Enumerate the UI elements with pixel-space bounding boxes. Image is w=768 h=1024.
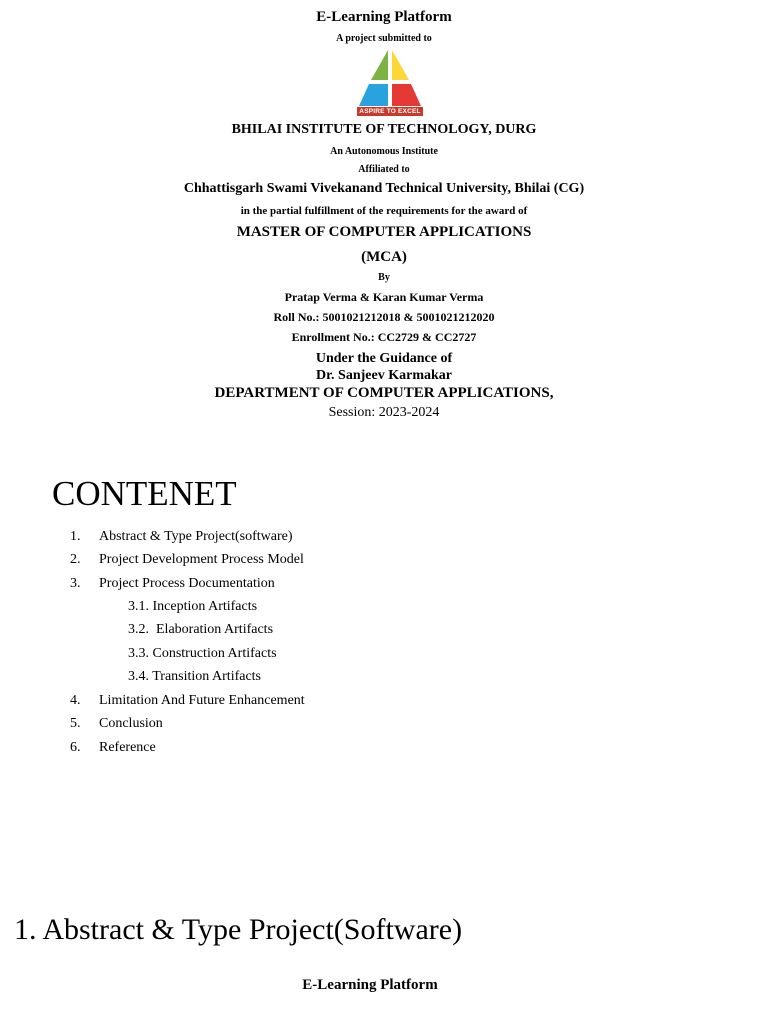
toc-number: 1. (70, 529, 81, 544)
toc-label: Conclusion (99, 716, 163, 731)
roll-numbers: Roll No.: 5001021212018 & 5001021212020 (273, 310, 495, 324)
by-text: By (378, 272, 390, 283)
project-title: E-Learning Platform (316, 9, 452, 25)
toc-sublabel: 3.3. Construction Artifacts (128, 646, 277, 661)
enrollment-numbers: Enrollment No.: CC2729 & CC2727 (291, 330, 477, 344)
guidance-text: Under the Guidance of (315, 351, 453, 366)
affiliated-text: Affiliated to (358, 164, 410, 175)
toc-label: Project Process Documentation (99, 576, 275, 591)
authors: Pratap Verma & Karan Kumar Verma (284, 290, 484, 304)
section-subtitle: E-Learning Platform (302, 977, 438, 993)
institute-name: BHILAI INSTITUTE OF TECHNOLOGY, DURG (231, 122, 537, 137)
university-name: Chhattisgarh Swami Vivekanand Technical University, Bhilai (CG) (183, 181, 585, 196)
fulfillment-text: in the partial fulfillment of the requirements for the award of (240, 205, 528, 217)
section-heading: 1. Abstract & Type Project(Software) (14, 913, 463, 946)
submitted-to-text: A project submitted to (336, 33, 432, 44)
toc-sublabel: 3.2. Elaboration Artifacts (128, 622, 274, 637)
toc-label: Limitation And Future Enhancement (99, 693, 305, 708)
logo-caption: ASPIRE TO EXCEL (357, 107, 423, 116)
guide-name: Dr. Sanjeev Karmakar (316, 368, 452, 383)
toc-number: 3. (70, 576, 81, 591)
department-name: DEPARTMENT OF COMPUTER APPLICATIONS, (214, 385, 554, 401)
session-text: Session: 2023-2024 (328, 405, 440, 420)
toc-label: Abstract & Type Project(software) (99, 529, 293, 544)
toc-sublabel: 3.4. Transition Artifacts (128, 669, 262, 684)
contents-title: CONTENET (52, 474, 237, 513)
autonomous-text: An Autonomous Institute (330, 146, 438, 157)
toc-number: 6. (70, 740, 81, 755)
toc-sublabel: 3.1. Inception Artifacts (128, 599, 258, 614)
toc-number: 4. (70, 693, 81, 708)
toc-label: Reference (99, 740, 156, 755)
toc-label: Project Development Process Model (99, 552, 304, 567)
degree-name: MASTER OF COMPUTER APPLICATIONS (236, 224, 532, 240)
degree-abbr: (MCA) (361, 249, 407, 265)
toc-number: 5. (70, 716, 81, 731)
toc-number: 2. (70, 552, 81, 567)
